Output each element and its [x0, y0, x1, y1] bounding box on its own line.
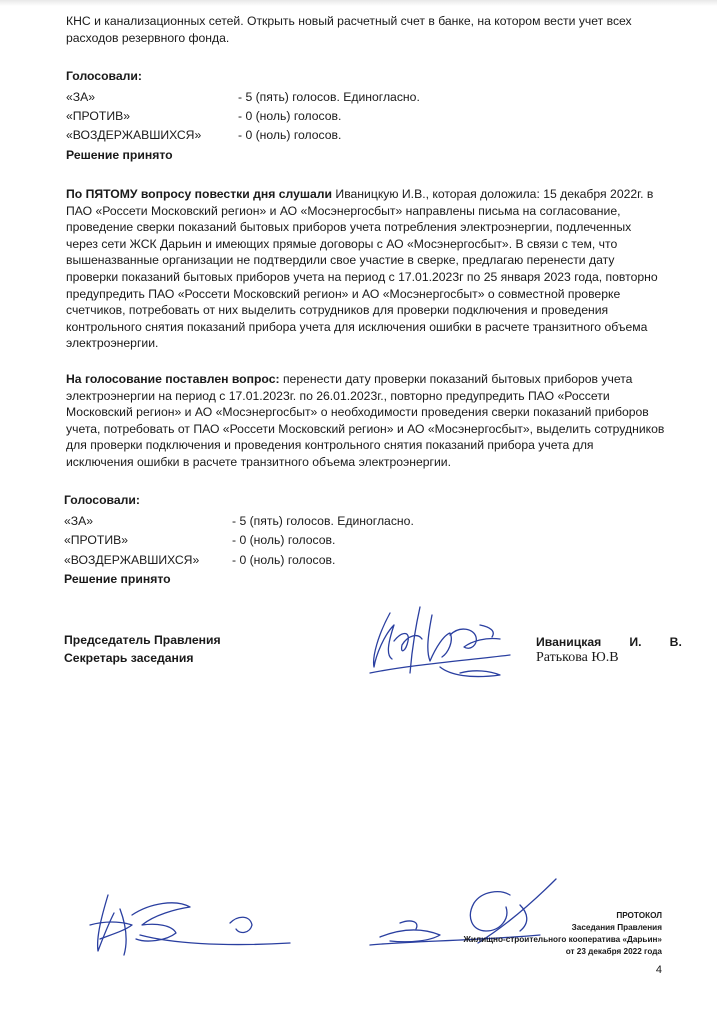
vote-label: «ПРОТИВ» [64, 533, 128, 547]
question-line: для проверки подключения и проведения контрольного снятия показаний прибора учета для [66, 438, 594, 453]
item5-line: электроэнергии. [66, 336, 159, 351]
question-line: исключения ошибки в расчете транзитного объема электроэнергии. [66, 454, 451, 469]
item5-line: ПАО «Россети Московский регион» и АО «Мосэнергосбыт» направлены письма на согласование, [66, 203, 621, 218]
question-line: учета, потребовать от ПАО «Россети Московский регион» и АО «Мосэнергосбыт», выделить сотрудников [66, 421, 665, 436]
intro-text [66, 13, 676, 46]
vote-value: - 0 (ноль) голосов. [238, 109, 342, 123]
question-paragraph [66, 371, 676, 471]
intro-line: расходов резервного фонда. [66, 30, 230, 45]
item5-line: предупредить ПАО «Россети Московский регион» и АО «Мосэнергосбыт» о совместной проверке [66, 286, 621, 301]
vote-value: - 0 (ноль) голосов. [232, 533, 336, 547]
footer-line: Заседания Правления [571, 923, 662, 932]
item5-line: контрольного снятия показаний прибора учета для исключения ошибки в расчете транзитного объема [66, 319, 648, 334]
secretary-title: Секретарь заседания [64, 651, 194, 665]
vote1-row-against [66, 108, 342, 125]
intro-line: КНС и канализационных сетей. Открыть новый расчетный счет в банке, на котором вести учет всех [66, 14, 632, 28]
vote-label: «ЗА» [66, 90, 96, 104]
chair-title: Председатель Правления [64, 633, 221, 647]
vote2-row-abstain [64, 552, 336, 569]
question-lead: На голосование поставлен вопрос: [66, 372, 280, 386]
vote-value: - 5 (пять) голосов. Единогласно. [232, 514, 414, 528]
question-line: Московский регион» и АО «Мосэнергосбыт» о необходимости проведения сверки показаний приборов [66, 405, 649, 420]
question-line: перенести дату проверки показаний бытовых приборов учета [279, 372, 633, 386]
footer-title: ПРОТОКОЛ [616, 911, 662, 920]
item5-line: проверки показаний бытовых приборов учета на период с 17.01.2023г по 25 января 2023 года, повторно [66, 269, 658, 284]
page-number: 4 [655, 964, 662, 976]
vote2-heading: Голосовали: [64, 493, 140, 507]
item5-line: вышеназванные организации не подтвердили свое участие в сверке, предлагаю перенести дату [66, 253, 615, 268]
vote-value: - 5 (пять) голосов. Единогласно. [238, 90, 420, 104]
footer-line: Жилищно-строительного кооператива «Дарьин» [463, 935, 662, 944]
item5-paragraph [66, 186, 676, 352]
vote1-row-for [66, 89, 420, 106]
vote-label: «ПРОТИВ» [66, 109, 130, 123]
item5-lead: По ПЯТОМУ вопросу повестки дня слушали [66, 187, 333, 201]
item5-line: через сети ЖСК Дарьин и имеющих прямые договоры с АО «Мосэнергосбыт». В связи с тем, что [66, 236, 618, 251]
vote-label: «ЗА» [64, 514, 94, 528]
chair-signature-image [350, 595, 540, 690]
item5-line: проведение сверки показаний бытовых приборов учета потребления электроэнергии, подлеченных [66, 220, 632, 235]
item5-line: счетчиков, потребовать от них выделить сотрудников для проверки подключения и проведения [66, 303, 609, 318]
vote-label: «ВОЗДЕРЖАВШИХСЯ» [64, 553, 200, 567]
vote1-row-abstain [66, 127, 342, 144]
vote-value: - 0 (ноль) голосов. [232, 553, 336, 567]
vote1-decision: Решение принято [66, 148, 173, 162]
vote-value: - 0 (ноль) голосов. [238, 128, 342, 142]
vote1-heading: Голосовали: [66, 69, 142, 83]
vote2-row-for [64, 513, 414, 530]
member-signature-image [80, 885, 310, 965]
question-line: электроэнергии на период с 17.01.2023г. по 26.01.2023г., повторно предупредить ПАО «Россети [66, 388, 610, 403]
vote2-decision: Решение принято [64, 572, 171, 586]
chair-name: Иваницкая И. В. [536, 635, 682, 649]
vote2-row-against [64, 532, 336, 549]
item5-line: Иваницкую И.В., которая доложила: 15 декабря 2022г. в [332, 187, 654, 201]
footer-block [463, 910, 662, 958]
secretary-name: Ратькова Ю.В [536, 650, 619, 665]
vote-label: «ВОЗДЕРЖАВШИХСЯ» [66, 128, 202, 142]
footer-line: от 23 декабря 2022 года [565, 947, 662, 956]
scan-edge [0, 0, 717, 6]
